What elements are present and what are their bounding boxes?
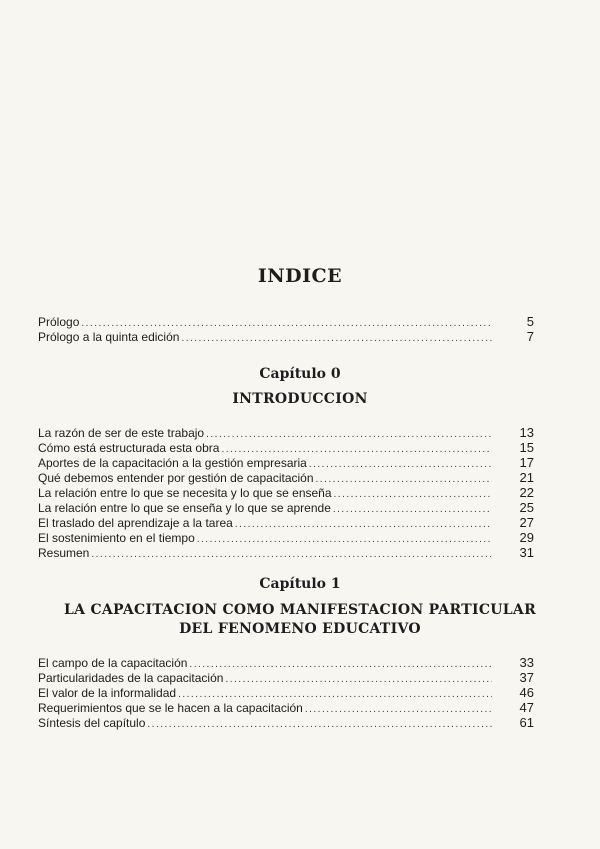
index-title: INDICE — [257, 265, 343, 287]
toc-entry-page: 15 — [519, 440, 534, 455]
toc-entry — [38, 440, 534, 455]
toc-entry-page: 47 — [519, 700, 534, 715]
toc-entry — [38, 515, 534, 530]
toc-entry-page: 61 — [519, 715, 534, 730]
toc-entry — [38, 715, 534, 730]
toc-entry — [38, 485, 534, 500]
toc-entry-label: Prólogo a la quinta edición — [38, 330, 180, 344]
toc-entry-page: 27 — [519, 515, 534, 530]
toc-entry-label: El campo de la capacitación — [38, 656, 188, 670]
toc-entry-page: 13 — [519, 425, 534, 440]
toc-entry — [38, 685, 534, 700]
toc-entry — [38, 470, 534, 485]
toc-entry-label: Aportes de la capacitación a la gestión empresaria — [38, 456, 307, 470]
toc-entry-label: La relación entre lo que se enseña y lo que se aprende — [38, 501, 331, 515]
toc-entry-label: Prólogo — [38, 315, 80, 329]
toc-entry-label: Particularidades de la capacitación — [38, 671, 224, 685]
toc-entry-page: 21 — [519, 470, 534, 485]
toc-entry — [38, 329, 534, 344]
toc-entry-label: La razón de ser de este trabajo — [38, 426, 205, 440]
toc-entry-page: 17 — [519, 455, 534, 470]
chapter-0-label: Capítulo 0 — [259, 366, 341, 382]
toc-entry-label: Resumen — [38, 546, 90, 560]
toc-leader-dots — [91, 547, 492, 562]
chapter-1-label: Capítulo 1 — [259, 576, 341, 592]
toc-entry-page: 25 — [519, 500, 534, 515]
toc-leader-dots — [147, 717, 492, 732]
toc-entry-page: 37 — [519, 670, 534, 685]
toc-entry — [38, 314, 534, 329]
toc-chapter-1 — [38, 655, 534, 730]
toc-entry-page: 31 — [519, 545, 534, 560]
toc-entry — [38, 545, 534, 560]
toc-entry — [38, 670, 534, 685]
toc-entry-page: 7 — [526, 329, 534, 344]
toc-entry-label: El sostenimiento en el tiempo — [38, 531, 195, 545]
toc-entry — [38, 500, 534, 515]
toc-entry — [38, 530, 534, 545]
toc-entry-label: Requerimientos que se le hacen a la capacitación — [38, 701, 303, 715]
toc-entry-label: Cómo está estructurada esta obra — [38, 441, 220, 455]
toc-entry — [38, 455, 534, 470]
chapter-1-title-line-1: LA CAPACITACION COMO MANIFESTACION PARTICULAR — [63, 602, 537, 618]
toc-entry-page: 33 — [519, 655, 534, 670]
toc-entry-label: El valor de la informalidad — [38, 686, 177, 700]
toc-entry-label: El traslado del aprendizaje a la tarea — [38, 516, 233, 530]
toc-entry-page: 29 — [519, 530, 534, 545]
chapter-0-title: INTRODUCCION — [232, 391, 368, 407]
toc-leader-dots — [181, 331, 492, 346]
toc-entry-page: 22 — [519, 485, 534, 500]
toc-entry — [38, 700, 534, 715]
chapter-1-title-line-2: DEL FENOMENO EDUCATIVO — [179, 621, 421, 637]
toc-entry-page: 46 — [519, 685, 534, 700]
toc-front-matter — [38, 314, 534, 344]
toc-chapter-0 — [38, 425, 534, 560]
toc-entry-page: 5 — [526, 314, 534, 329]
toc-entry — [38, 425, 534, 440]
toc-entry-label: La relación entre lo que se necesita y lo que se enseña — [38, 486, 332, 500]
toc-entry — [38, 655, 534, 670]
toc-entry-label: Qué debemos entender por gestión de capacitación — [38, 471, 314, 485]
toc-entry-label: Síntesis del capítulo — [38, 716, 146, 730]
